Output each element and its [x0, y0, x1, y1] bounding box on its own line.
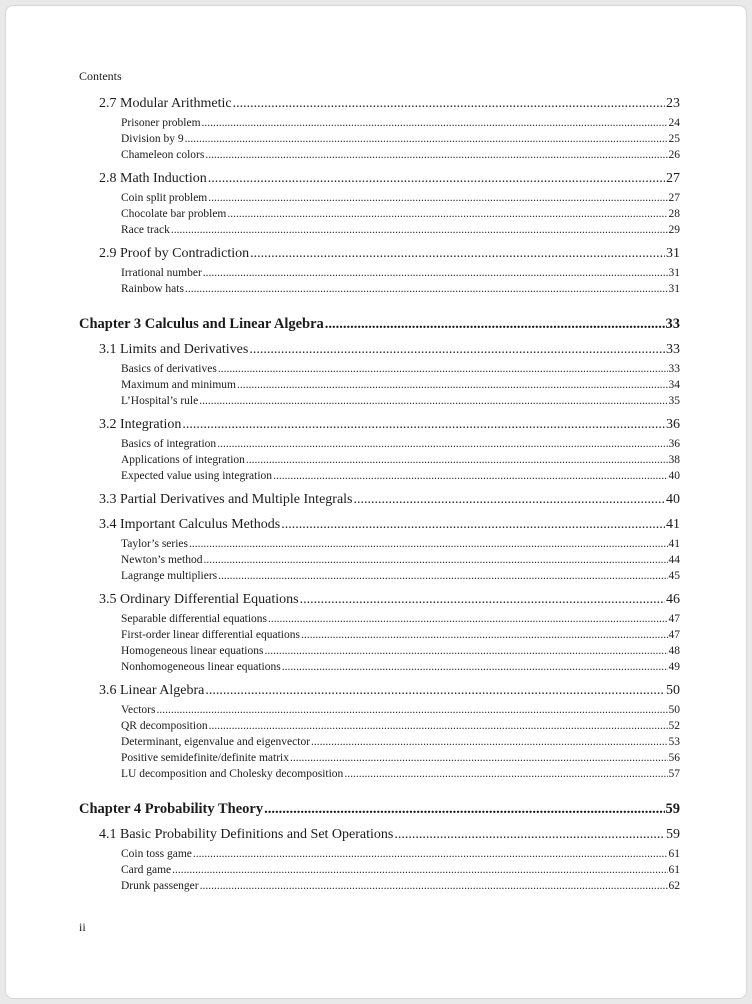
toc-entry — [79, 452, 680, 468]
toc-entry — [79, 568, 680, 584]
dot-leader — [205, 147, 667, 163]
dot-leader — [203, 265, 668, 281]
toc-entry-page: 34 — [668, 379, 680, 391]
toc-entry-page: 41 — [666, 517, 680, 532]
toc-entry — [79, 415, 680, 434]
toc-entry-page: 33 — [665, 316, 680, 332]
dot-leader — [311, 734, 667, 750]
toc-entry-page: 28 — [668, 208, 680, 220]
toc-entry — [79, 206, 680, 222]
toc-entry-label: LU decomposition and Cholesky decomposition — [121, 768, 344, 780]
toc-entry-page: 47 — [668, 629, 680, 641]
dot-leader — [300, 590, 665, 609]
toc-entry — [79, 222, 680, 238]
toc-entry — [79, 718, 680, 734]
toc-entry-page: 50 — [666, 683, 680, 698]
toc-entry-label: 3.5 Ordinary Differential Equations — [99, 592, 299, 607]
toc-entry — [79, 643, 680, 659]
toc-list — [79, 94, 680, 894]
toc-entry-page: 33 — [668, 363, 680, 375]
toc-entry-label: Division by 9 — [121, 133, 184, 145]
dot-leader — [200, 878, 668, 894]
dot-leader — [209, 718, 668, 734]
dot-leader — [208, 190, 667, 206]
toc-entry — [79, 799, 680, 819]
page-number-footer: ii — [79, 920, 86, 934]
toc-entry-label: First-order linear differential equations — [121, 629, 300, 641]
toc-entry-label: Irrational number — [121, 267, 202, 279]
dot-leader — [205, 681, 665, 700]
toc-entry — [79, 314, 680, 334]
dot-leader — [246, 452, 668, 468]
toc-entry-page: 23 — [666, 96, 680, 111]
toc-entry — [79, 825, 680, 844]
toc-entry — [79, 515, 680, 534]
toc-entry-label: 3.3 Partial Derivatives and Multiple Integrals — [99, 492, 353, 507]
toc-entry — [79, 377, 680, 393]
toc-entry-label: Coin toss game — [121, 848, 192, 860]
toc-entry-label: Separable differential equations — [121, 613, 268, 625]
dot-leader — [237, 377, 668, 393]
toc-entry — [79, 734, 680, 750]
toc-entry — [79, 490, 680, 509]
toc-entry — [79, 536, 680, 552]
dot-leader — [185, 131, 668, 147]
toc-entry-page: 31 — [668, 283, 680, 295]
toc-entry — [79, 361, 680, 377]
dot-leader — [203, 552, 667, 568]
contents-heading: Contents — [79, 69, 122, 83]
toc-entry — [79, 131, 680, 147]
dot-leader — [217, 436, 667, 452]
toc-entry-label: Determinant, eigenvalue and eigenvector — [121, 736, 311, 748]
toc-entry-label: Chapter 3 Calculus and Linear Algebra — [79, 316, 324, 332]
toc-entry-page: 31 — [668, 267, 680, 279]
toc-entry-page: 52 — [668, 720, 680, 732]
toc-entry-label: Positive semidefinite/definite matrix — [121, 752, 289, 764]
dot-leader — [325, 314, 665, 334]
toc-entry-label: Lagrange multipliers — [121, 570, 218, 582]
dot-leader — [250, 244, 665, 263]
document-page — [5, 5, 747, 999]
toc-entry — [79, 552, 680, 568]
toc-entry — [79, 750, 680, 766]
toc-entry-label: Card game — [121, 864, 172, 876]
toc-entry-page: 46 — [666, 592, 680, 607]
toc-entry — [79, 169, 680, 188]
toc-entry — [79, 878, 680, 894]
dot-leader — [218, 361, 668, 377]
toc-entry-label: 3.2 Integration — [99, 417, 182, 432]
dot-leader — [301, 627, 668, 643]
dot-leader — [249, 340, 665, 359]
toc-entry-page: 40 — [668, 470, 680, 482]
toc-entry-label: Basics of integration — [121, 438, 217, 450]
toc-entry-page: 59 — [666, 827, 680, 842]
toc-entry — [79, 590, 680, 609]
toc-entry-label: Coin split problem — [121, 192, 208, 204]
dot-leader — [189, 536, 667, 552]
dot-leader — [344, 766, 667, 782]
toc-entry-label: 3.6 Linear Algebra — [99, 683, 205, 698]
toc-entry-label: 4.1 Basic Probability Definitions and Set Operations — [99, 827, 394, 842]
toc-entry — [79, 115, 680, 131]
toc-entry-page: 57 — [668, 768, 680, 780]
toc-entry — [79, 681, 680, 700]
toc-entry-page: 38 — [668, 454, 680, 466]
dot-leader — [281, 515, 665, 534]
toc-entry-label: 2.8 Math Induction — [99, 171, 207, 186]
toc-entry-page: 41 — [668, 538, 680, 550]
toc-entry-label: L’Hospital’s rule — [121, 395, 199, 407]
dot-leader — [202, 115, 668, 131]
toc-entry-page: 33 — [666, 342, 680, 357]
toc-entry-page: 50 — [668, 704, 680, 716]
toc-entry-label: Prisoner problem — [121, 117, 201, 129]
dot-leader — [218, 568, 667, 584]
toc-entry-label: 3.4 Important Calculus Methods — [99, 517, 281, 532]
dot-leader — [199, 393, 667, 409]
toc-entry-label: Rainbow hats — [121, 283, 184, 295]
toc-entry-page: 59 — [665, 801, 680, 817]
dot-leader — [394, 825, 665, 844]
toc-entry-label: Newton’s method — [121, 554, 203, 566]
dot-leader — [227, 206, 667, 222]
dot-leader — [171, 222, 668, 238]
toc-entry — [79, 281, 680, 297]
toc-entry-page: 44 — [668, 554, 680, 566]
toc-entry-label: 2.7 Modular Arithmetic — [99, 96, 232, 111]
toc-entry-label: Homogeneous linear equations — [121, 645, 264, 657]
toc-entry — [79, 94, 680, 113]
toc-entry — [79, 190, 680, 206]
toc-entry-page: 26 — [668, 149, 680, 161]
toc-entry-page: 45 — [668, 570, 680, 582]
toc-entry — [79, 702, 680, 718]
toc-entry-label: Basics of derivatives — [121, 363, 217, 375]
toc-entry-label: 3.1 Limits and Derivatives — [99, 342, 249, 357]
toc-entry — [79, 766, 680, 782]
toc-entry-page: 36 — [668, 438, 680, 450]
toc-entry — [79, 468, 680, 484]
toc-entry-label: Race track — [121, 224, 170, 236]
toc-entry — [79, 436, 680, 452]
toc-entry-page: 24 — [668, 117, 680, 129]
toc-entry-page: 61 — [668, 848, 680, 860]
toc-entry — [79, 147, 680, 163]
toc-entry-page: 35 — [668, 395, 680, 407]
dot-leader — [182, 415, 665, 434]
dot-leader — [273, 468, 667, 484]
dot-leader — [354, 490, 666, 509]
toc-entry-label: Chameleon colors — [121, 149, 205, 161]
dot-leader — [282, 659, 668, 675]
dot-leader — [264, 799, 664, 819]
toc-entry — [79, 659, 680, 675]
toc-entry-label: Expected value using integration — [121, 470, 273, 482]
dot-leader — [172, 862, 667, 878]
toc-entry-page: 61 — [668, 864, 680, 876]
dot-leader — [208, 169, 665, 188]
toc-entry-label: Chapter 4 Probability Theory — [79, 801, 264, 817]
toc-entry-page: 62 — [668, 880, 680, 892]
toc-entry — [79, 393, 680, 409]
toc-entry-page: 27 — [666, 171, 680, 186]
toc-entry-page: 36 — [666, 417, 680, 432]
page-content — [79, 68, 680, 998]
toc-entry-page: 47 — [668, 613, 680, 625]
toc-entry-page: 56 — [668, 752, 680, 764]
toc-entry — [79, 846, 680, 862]
toc-entry-label: Chocolate bar problem — [121, 208, 227, 220]
dot-leader — [290, 750, 668, 766]
toc-entry-label: Maximum and minimum — [121, 379, 236, 391]
toc-entry-label: Applications of integration — [121, 454, 245, 466]
toc-entry — [79, 862, 680, 878]
toc-entry-label: Nonhomogeneous linear equations — [121, 661, 281, 673]
toc-entry-page: 29 — [668, 224, 680, 236]
toc-entry — [79, 244, 680, 263]
toc-entry-label: Vectors — [121, 704, 156, 716]
toc-entry-label: 2.9 Proof by Contradiction — [99, 246, 250, 261]
toc-entry-page: 31 — [666, 246, 680, 261]
toc-entry-page: 53 — [668, 736, 680, 748]
dot-leader — [264, 643, 667, 659]
dot-leader — [268, 611, 667, 627]
dot-leader — [157, 702, 668, 718]
toc-entry-page: 40 — [666, 492, 680, 507]
toc-entry-page: 49 — [668, 661, 680, 673]
toc-entry — [79, 611, 680, 627]
toc-entry-label: QR decomposition — [121, 720, 208, 732]
toc-entry-page: 27 — [668, 192, 680, 204]
toc-entry-label: Taylor’s series — [121, 538, 189, 550]
toc-entry — [79, 627, 680, 643]
toc-entry — [79, 340, 680, 359]
dot-leader — [233, 94, 665, 113]
dot-leader — [193, 846, 668, 862]
toc-entry-page: 25 — [668, 133, 680, 145]
toc-entry — [79, 265, 680, 281]
dot-leader — [185, 281, 668, 297]
toc-entry-label: Drunk passenger — [121, 880, 199, 892]
toc-entry-page: 48 — [668, 645, 680, 657]
